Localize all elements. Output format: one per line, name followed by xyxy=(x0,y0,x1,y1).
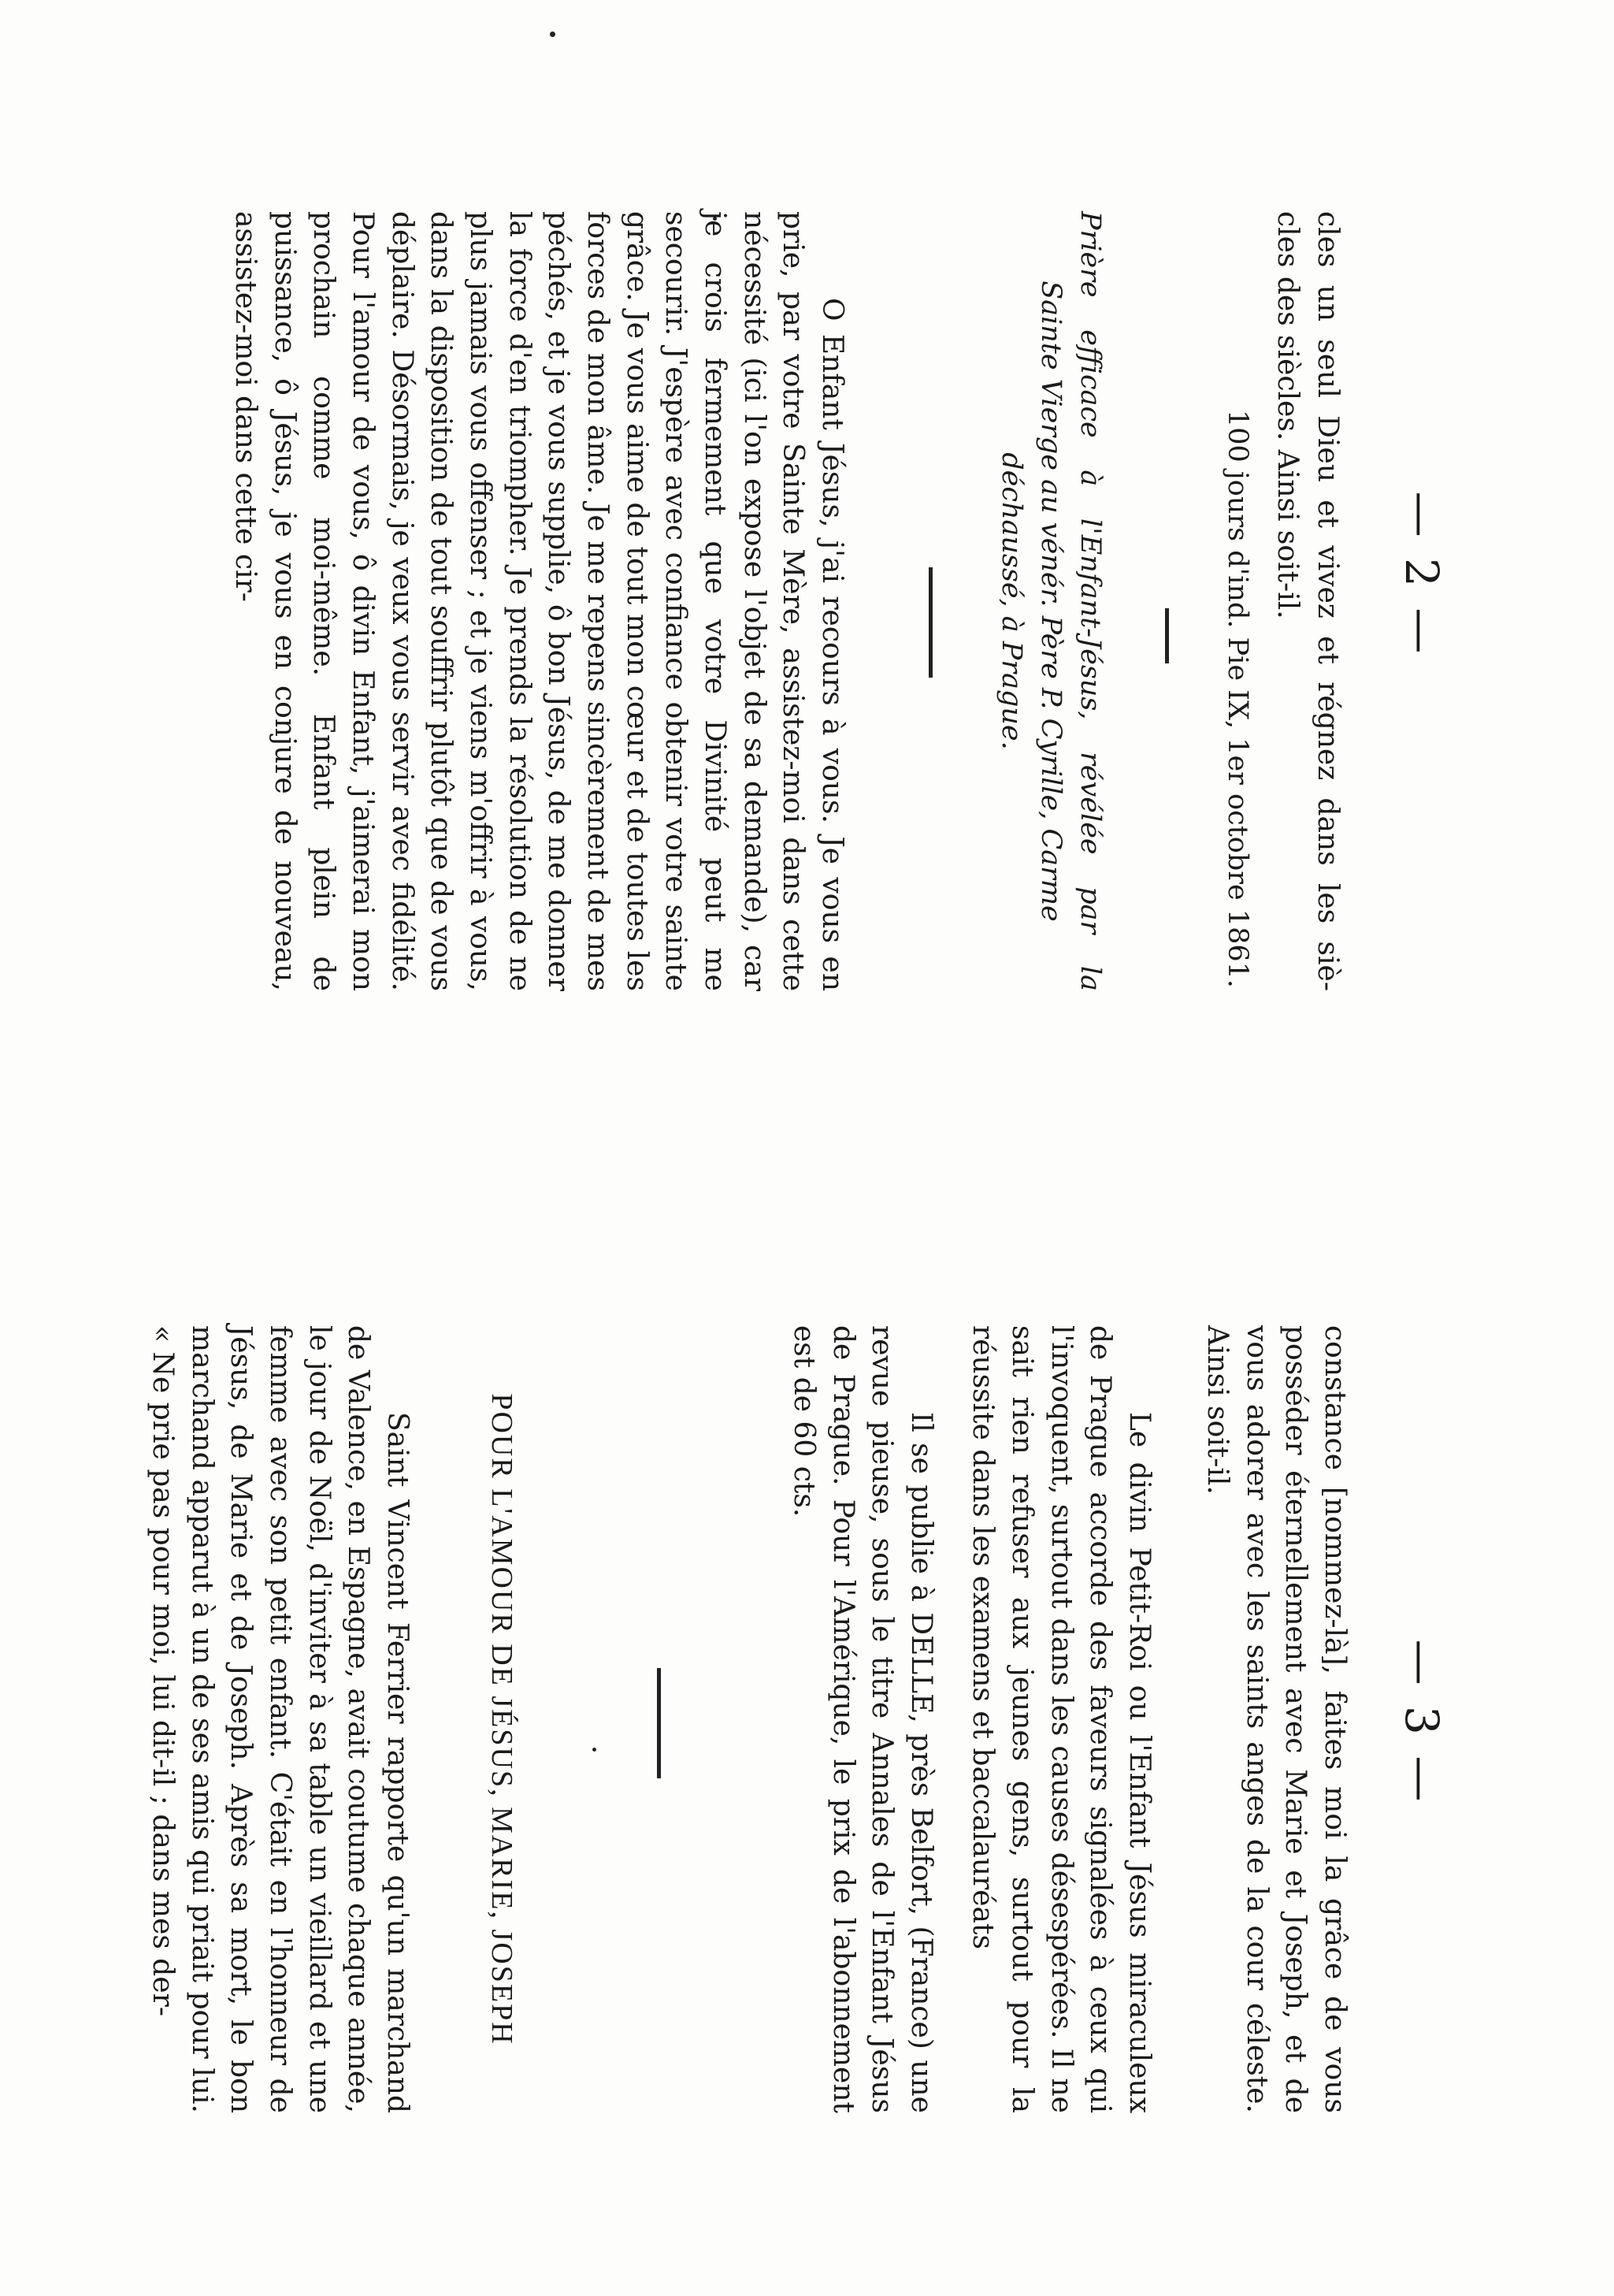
page-number: — 2 — xyxy=(1395,491,1449,657)
intro-line-1: cles un seul Dieu et vivez et régnez dans les siè- xyxy=(1312,211,1344,991)
annales-paragraph: Il se publie à DELLE, près Belfort, (France) une revue pieuse, sous le titre Annales de l'Enfant Jésus de Prague. Pour l'Amérique, le prix de l'abonnement est de 60 cts. xyxy=(787,1325,937,2113)
prayer-title-line-2: Sainte Vierge au vénér. Père P. Cyrille, Carme xyxy=(1034,280,1067,922)
continuation-text: constance [nommez-là], faites moi la grâce de vous posséder éternellement avec Marie et Joseph, et de vous adorer avec les saints anges de la cour céleste. Ainsi soit-il. xyxy=(1200,1325,1351,2113)
prayer-title-line-3: déchaussé, à Prague. xyxy=(995,452,1027,750)
page-3 xyxy=(0,1148,1614,2296)
page-number: — 3 — xyxy=(1395,1639,1449,1805)
prayer-text: O Enfant Jésus, j'ai recours à vous. Je vous en prie, par votre Sainte Mère, assistez-moi dans cette nécessité (ici l'on expose l'objet de sa demande), car je crois fermement que votre Divinité peut me secourir. J'espère avec confiance obtenir votre sainte grâce. Je vous aime de tout mon cœur et de toutes les forces de mon âme. Je me repens sincèrement de mes péchés, et je vous supplie, ô bon Jésus, de me donner la force d'en triompher. Je prends la résolution de ne plus jamais vous offenser ; et je viens m'offrir à vous, dans la disposition de tout souffrir plutôt que de vous déplaire. Désormais, je veux vous servir avec fidélité. Pour l'amour de vous, ô divin Enfant, j'aimerai mon prochain comme moi-même. Enfant plein de puissance, ô Jésus, je vous en conjure de nouveau, assistez-moi dans cette cir- xyxy=(228,211,848,991)
ferrier-paragraph: Saint Vincent Ferrier rapporte qu'un marchand de Valence, en Espagne, avait coutume chaque année, le jour de Noël, d'inviter à sa table un vieillard et une femme avec son petit enfant. C'était en l'honneur de Jésus, de Marie et de Joseph. Après sa mort, le bon marchand apparut à un de ses amis qui priait pour lui. « Ne prie pas pour moi, lui dit-il ; dans mes der- xyxy=(146,1325,414,2113)
prayer-title-line-1: Prière efficace à l'Enfant-Jésus, révélée par la xyxy=(1074,211,1106,991)
divider-3 xyxy=(657,1668,661,1778)
intro-line-2: cles des siècles. Ainsi soit-il. xyxy=(1271,211,1304,619)
petit-roi-paragraph: Le divin Petit-Roi ou l'Enfant Jésus miraculeux de Prague accorde des faveurs signalées à ceux qui l'invoquent, surtout dans les causes désespérées. Il ne sait rien refuser aux jeunes gens, surtout pour la réussite dans les examens et baccalauréats xyxy=(967,1325,1156,2113)
indulgence-line: 100 jours d'ind. Pie IX, 1er octobre 1861. xyxy=(1222,410,1253,989)
divider-1 xyxy=(1165,608,1169,663)
intro-text xyxy=(1267,211,1348,991)
prayer-title xyxy=(992,211,1110,991)
divider-2 xyxy=(929,567,933,678)
section-title: POUR L'AMOUR DE JÉSUS, MARIE, JOSEPH xyxy=(485,1393,518,2045)
